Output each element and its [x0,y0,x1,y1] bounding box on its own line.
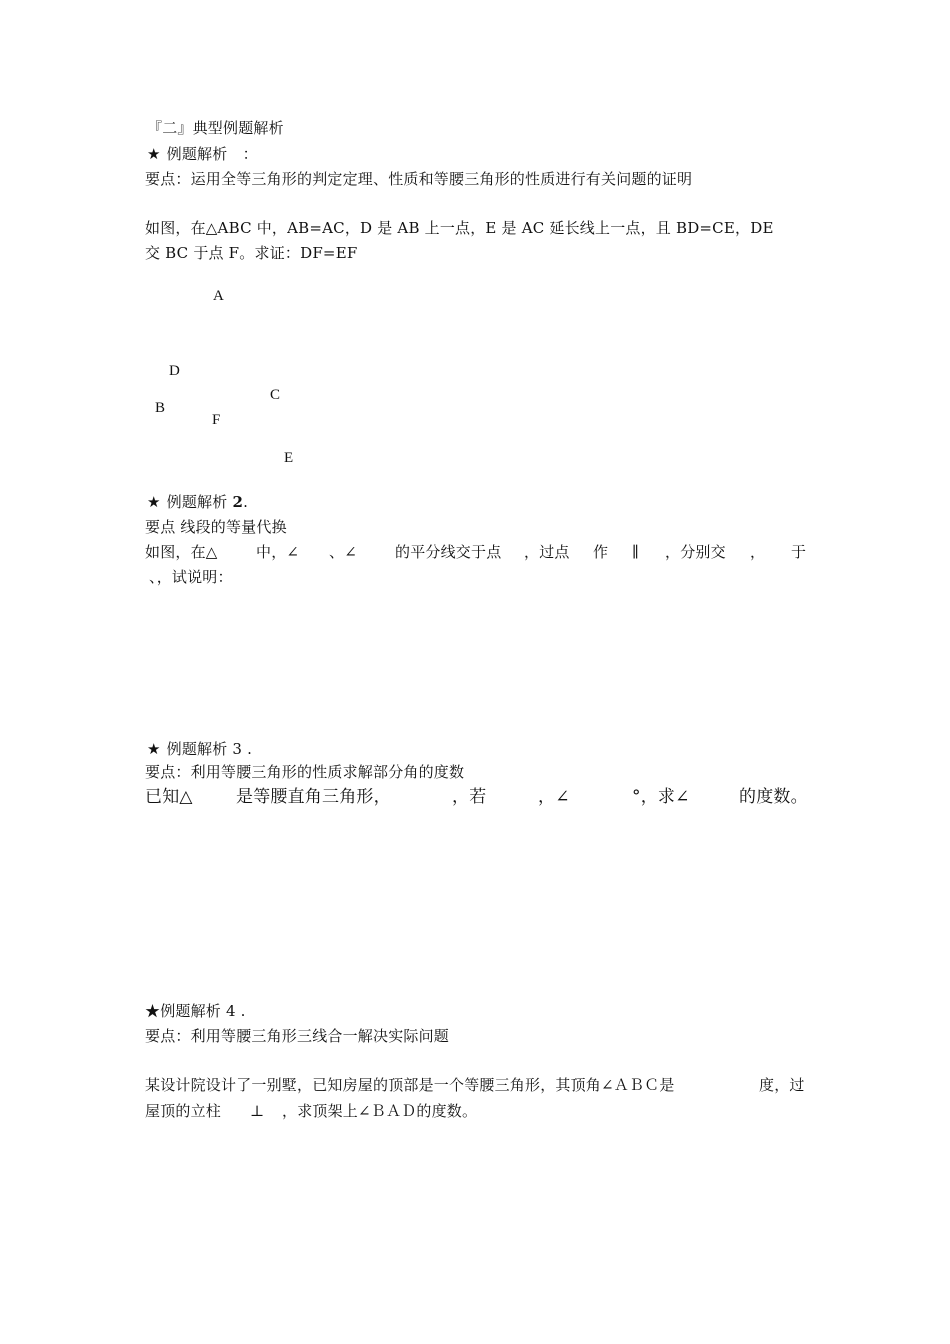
example2-number: 2 [232,493,244,511]
figure-label-e: E [284,450,294,466]
figure-label-c: C [270,387,281,403]
example3-heading: 例题解析 3 . [166,740,253,758]
example2-key-point: 要点 线段的等量代换 [145,518,287,536]
example2-heading: 例题解析 [166,493,228,511]
example2-dot: . [243,493,249,511]
figure-label-a: A [213,288,224,304]
example1-heading: 例题解析 ： [166,145,258,163]
example4-key-point: 要点：利用等腰三角形三线合一解决实际问题 [145,1027,450,1045]
example2-heading-row [147,493,248,511]
section-title: 『二』典型例题解析 [147,119,284,137]
star-icon: ★ [147,493,161,511]
example4-heading: ★例题解析 4 . [145,1002,246,1020]
example2-problem-line2: 、，试说明： [149,568,233,586]
example1-problem-line2: 交 BC 于点 F。求证：DF=EF [145,244,358,262]
figure-label-f: F [212,412,221,428]
example1-problem-line1: 如图，在△ABC 中，AB=AC，D 是 AB 上一点，E 是 AC 延长线上一点，且 BD=CE，DE [145,219,774,237]
example1-heading-row [147,145,258,163]
figure-label-b: B [155,400,166,416]
star-icon: ★ [147,740,161,758]
example3-heading-row [147,740,252,758]
star-icon: ★ [147,145,161,163]
example1-key-point: 要点：运用全等三角形的判定定理、性质和等腰三角形的性质进行有关问题的证明 [145,170,693,188]
example3-key-point: 要点：利用等腰三角形的性质求解部分角的度数 [145,763,465,781]
figure-label-d: D [169,363,180,379]
